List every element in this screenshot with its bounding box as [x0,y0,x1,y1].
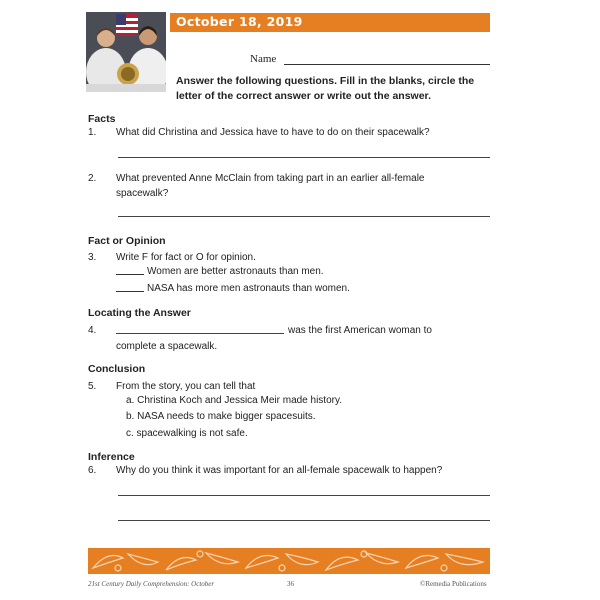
instructions: Answer the following questions. Fill in the blanks, circle the letter of the correct answer or write out the answer. [176,75,475,102]
question-4-text: was the first American woman to [288,325,432,336]
section-heading-locating: Locating the Answer [88,307,191,319]
question-3-text: Write F for fact or O for opinion. [116,252,256,263]
question-5-text: From the story, you can tell that [116,381,256,392]
section-heading-facts: Facts [88,113,116,125]
statement-2-text: NASA has more men astronauts than women. [147,283,350,294]
question-number: 5. [88,381,97,392]
question-number: 1. [88,127,97,138]
footer-publication-title: 21st Century Daily Comprehension: October [88,580,215,588]
question-number: 3. [88,252,97,263]
fact-opinion-item-2 [116,283,350,294]
astronauts-photo [86,12,166,92]
answer-blank-q4[interactable] [116,333,284,334]
footer-publisher: ©Remedia Publications [420,580,487,588]
answer-line-q2[interactable] [118,216,490,217]
statement-1-text: Women are better astronauts than men. [147,266,324,277]
question-2-line-2: spacewalk? [116,188,169,199]
fact-opinion-blank-1[interactable] [116,274,144,275]
question-4-line-2: complete a spacewalk. [116,341,218,352]
question-number: 4. [88,325,97,336]
astronauts-illustration [86,12,166,92]
choice-b[interactable]: b. NASA needs to make bigger spacesuits. [126,411,316,422]
question-6-text: Why do you think it was important for an all-female spacewalk to happen? [116,465,443,476]
name-field[interactable] [284,64,490,65]
answer-line-q6-2[interactable] [118,520,490,521]
footer-decorative-bar [88,548,490,574]
question-number: 6. [88,465,97,476]
section-heading-fact-or-opinion: Fact or Opinion [88,235,166,247]
section-heading-inference: Inference [88,451,135,463]
fact-opinion-item-1 [116,266,324,277]
question-1-text: What did Christina and Jessica have to have to do on their spacewalk? [116,127,430,138]
question-2-line-1: What prevented Anne McClain from taking part in an earlier all-female [116,173,425,184]
answer-line-q1[interactable] [118,157,490,158]
section-heading-conclusion: Conclusion [88,363,146,375]
choice-a[interactable]: a. Christina Koch and Jessica Meir made history. [126,395,343,406]
question-number: 2. [88,173,97,184]
leaf-pattern [88,548,490,574]
answer-line-q6-1[interactable] [118,495,490,496]
choice-c[interactable]: c. spacewalking is not safe. [126,428,248,439]
footer-page-number: 36 [287,580,294,588]
name-label: Name [250,53,277,65]
fact-opinion-blank-2[interactable] [116,291,144,292]
date-text: October 18, 2019 [176,14,303,29]
date-banner [170,13,490,32]
